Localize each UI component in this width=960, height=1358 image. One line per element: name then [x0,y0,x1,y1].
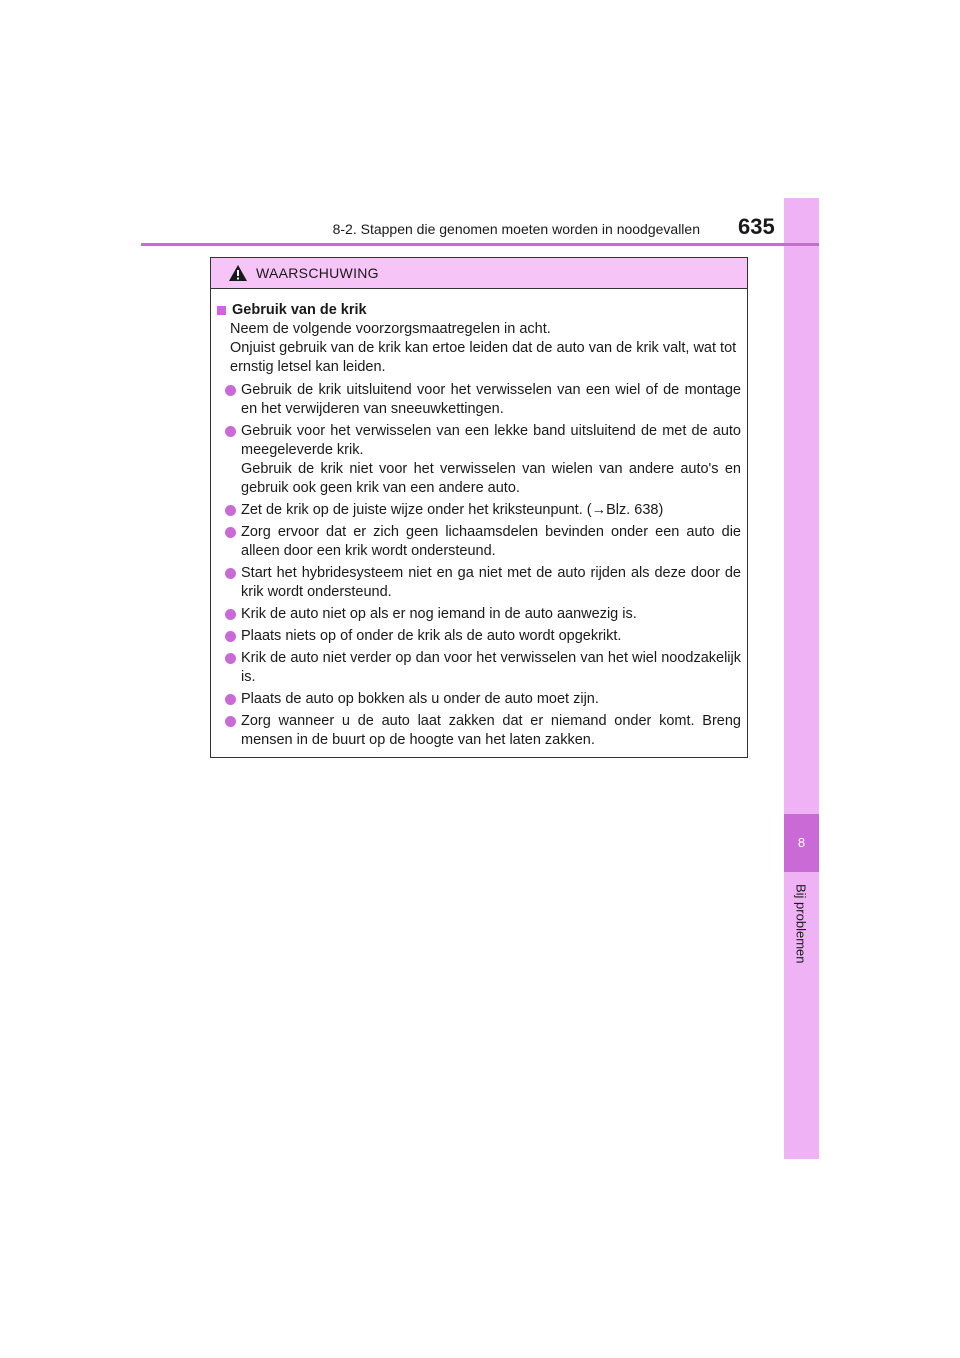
warning-body [211,289,747,750]
warning-triangle-icon [228,264,248,282]
list-item [217,712,741,750]
chapter-number: 8 [784,814,819,872]
list-item [217,523,741,561]
list-item [217,564,741,602]
bullet-dot-icon [225,631,236,642]
list-item-text: Krik de auto niet verder op dan voor het verwisselen van het wiel noodzakelijk is. [241,650,741,685]
list-item-text: Plaats de auto op bokken als u onder de auto moet zijn. [241,691,599,707]
warning-title: WAARSCHUWING [256,265,379,281]
precaution-list [217,381,741,750]
list-item [217,649,741,687]
list-item-text: Zorg ervoor dat er zich geen lichaamsdelen bevinden onder een auto die alleen door een krik wordt ondersteund. [241,524,741,559]
list-item [217,690,741,709]
warning-box [210,257,748,758]
list-item-text: Zet de krik op de juiste wijze onder het kriksteunpunt. (→Blz. 638) [241,502,664,518]
list-item-text: Gebruik de krik niet voor het verwisselen van wielen van andere auto's en gebruik ook geen krik van een andere auto. [241,461,741,496]
bullet-dot-icon [225,385,236,396]
list-item [217,627,741,646]
intro-line: Onjuist gebruik van de krik kan ertoe leiden dat de auto van de krik valt, wat tot ernstig letsel kan leiden. [230,340,737,375]
bullet-dot-icon [225,609,236,620]
bullet-dot-icon [225,426,236,437]
chapter-label: Bij problemen [793,884,809,964]
warning-header [211,258,747,289]
page-number: 635 [738,214,775,239]
list-item [217,501,741,520]
section-heading [217,301,741,320]
list-item [217,605,741,624]
bullet-dot-icon [225,505,236,516]
list-item-text: Zorg wanneer u de auto laat zakken dat er niemand onder komt. Breng mensen in de buurt op de hoogte van het laten zakken. [241,713,741,748]
section-title: Gebruik van de krik [232,302,367,318]
intro-line: Neem de volgende voorzorgsmaatregelen in acht. [230,321,551,337]
bullet-dot-icon [225,568,236,579]
bullet-dot-icon [225,527,236,538]
square-bullet-icon [217,306,226,315]
section-header: 8-2. Stappen die genomen moeten worden in noodgevallen [332,221,700,237]
list-item [217,381,741,419]
list-item [217,422,741,498]
bullet-dot-icon [225,694,236,705]
bullet-dot-icon [225,653,236,664]
list-item-text: Plaats niets op of onder de krik als de auto wordt opgekrikt. [241,628,622,644]
list-item-text: Gebruik de krik uitsluitend voor het verwisselen van een wiel of de montage en het verwijderen van sneeuwkettingen. [241,382,741,417]
list-item-text: Start het hybridesysteem niet en ga niet met de auto rijden als deze door de krik wordt ondersteund. [241,565,741,600]
chapter-side-tab [784,198,819,1159]
bullet-dot-icon [225,716,236,727]
list-item-text: Krik de auto niet op als er nog iemand in de auto aanwezig is. [241,606,637,622]
list-item-text: Gebruik voor het verwisselen van een lekke band uitsluitend de met de auto meegeleverde krik. [241,423,741,458]
header-divider [141,243,819,246]
